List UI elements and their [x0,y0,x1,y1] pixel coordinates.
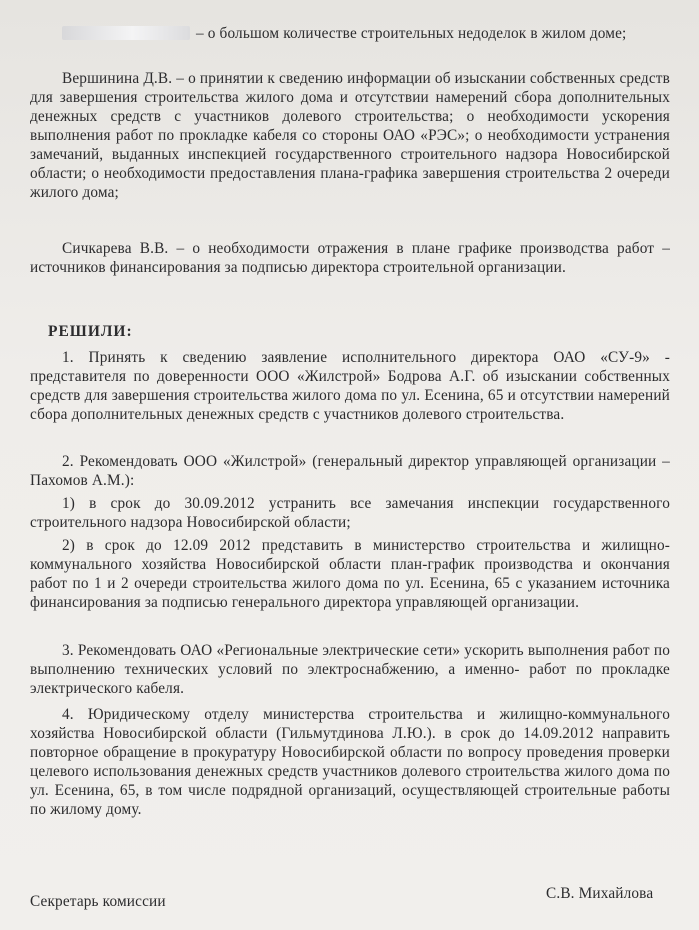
decision-4-text: 4. Юридическому отделу министерства строительства и жилищно-коммунального хозяйства Новосибирской области (Гильмутдинова Л.Ю.). в срок до 14.09.2012 направить повторное обращение в прокуратуру Новосибирской области по вопросу проведения проверки целевого использования денежных средств участников долевого строительства жилого дома по ул. Есенина, 65, в том числе подрядной организаций, осуществляющей строительные работы по жилому дому. [30,706,670,818]
secretary-role: Секретарь комиссии [30,893,166,910]
decision-heading: РЕШИЛИ: [48,323,133,340]
decision-2 [30,452,670,490]
speaker-1-text: – о большом количестве строительных недоделок в жилом доме; [195,25,627,42]
decision-3-text: 3. Рекомендовать ОАО «Региональные электрические сети» ускорить выполнения работ по выполнению технических условий по электроснабжению, а именно- работ по прокладке электрического кабеля. [30,642,670,697]
speaker-block-3 [30,239,670,277]
decision-2-1 [30,494,670,532]
redacted-name [62,26,190,40]
decision-4 [30,705,670,819]
speaker-3-name: Сичкарева В.В. [62,240,169,257]
decision-1-text: 1. Принять к сведению заявление исполнительного директора ОАО «СУ-9» - представителя по доверенности ООО «Жилстрой» Бодрова А.Г. об изыскании собственных средств для завершения строительства жилого дома по ул. Есенина, 65 и отсутствии намерений сбора дополнительных денежных средств с участников долевого строительства. [30,349,670,423]
speaker-3-text: – о необходимости отражения в плане графике производства работ – источников финансирования за подписью директора строительной организации. [30,240,670,276]
decision-1 [30,348,670,424]
speaker-2-name: Вершинина Д.В. [62,70,173,87]
speaker-block-2 [30,69,670,202]
decision-2-2-text: 2) в срок до 12.09 2012 представить в министерство строительства и жилищно-коммунального хозяйства Новосибирской области план-график производства и окончания работ по 1 и 2 очереди строительства жилого дома по ул. Есенина, 65 с указанием источника финансирования за подписью генерального директора управляющей организации. [30,537,670,611]
decision-3 [30,641,670,698]
decision-2-2 [30,536,670,612]
speaker-block-1 [30,24,670,43]
decision-2-1-text: 1) в срок до 30.09.2012 устранить все замечания инспекции государственного строительного надзора Новосибирской области; [30,495,670,531]
speaker-2-text: – о принятии к сведению информации об изыскании собственных средств для завершения строительства жилого дома и отсутствии намерений сбора дополнительных денежных средств с участников долевого строительства; о необходимости ускорения выполнения работ по прокладке кабеля со стороны ОАО «РЭС»; о необходимости устранения замечаний, выданных инспекцией государственного строительного надзора Новосибирской области; о необходимости предоставления плана-графика завершения строительства 2 очереди жилого дома; [30,70,670,201]
decision-2-text: 2. Рекомендовать ООО «Жилстрой» (генеральный директор управляющей организации – Пахомов А.М.): [30,453,670,489]
signer-name: С.В. Михайлова [546,885,654,902]
